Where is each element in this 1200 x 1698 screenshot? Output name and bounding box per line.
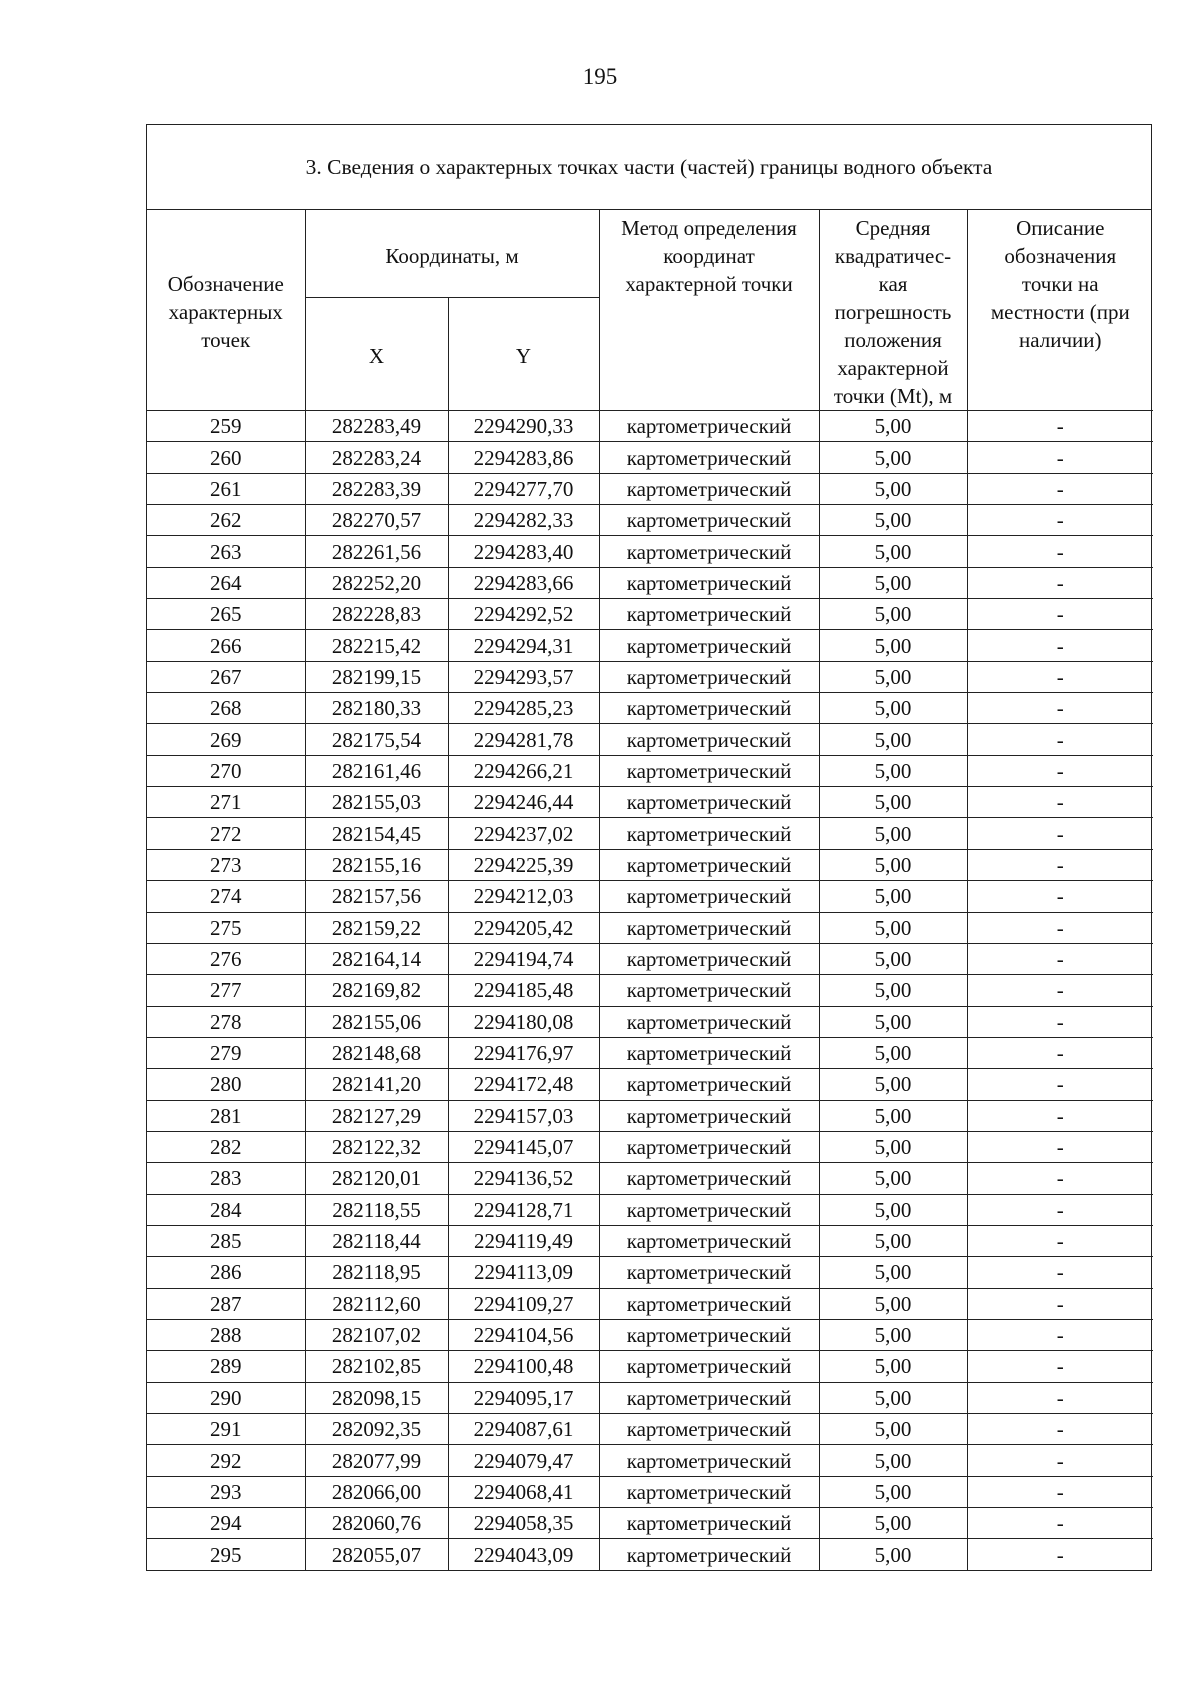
mt-cell: 5,00	[819, 536, 967, 567]
method-cell: картометрический	[599, 1414, 819, 1445]
table-row	[147, 536, 1153, 567]
point-id-cell: 280	[147, 1069, 305, 1100]
y-coordinate-cell: 2294043,09	[448, 1539, 599, 1570]
point-id-cell: 272	[147, 818, 305, 849]
method-cell: картометрический	[599, 1382, 819, 1413]
x-coordinate-cell: 282098,15	[305, 1382, 448, 1413]
x-coordinate-cell: 282148,68	[305, 1037, 448, 1068]
x-coordinate-cell: 282102,85	[305, 1351, 448, 1382]
point-id-cell: 282	[147, 1131, 305, 1162]
x-coordinate-cell: 282261,56	[305, 536, 448, 567]
y-coordinate-cell: 2294128,71	[448, 1194, 599, 1225]
point-id-cell: 266	[147, 630, 305, 661]
header-error-text: Средняя квадратичес-кая погрешность положения характерной точки (Mt), м	[833, 216, 953, 408]
mt-cell: 5,00	[819, 411, 967, 442]
mt-cell: 5,00	[819, 881, 967, 912]
y-coordinate-cell: 2294290,33	[448, 411, 599, 442]
method-cell: картометрический	[599, 1194, 819, 1225]
mt-cell: 5,00	[819, 630, 967, 661]
mt-cell: 5,00	[819, 505, 967, 536]
table-row	[147, 1131, 1153, 1162]
description-cell: -	[967, 661, 1153, 692]
point-id-cell: 277	[147, 975, 305, 1006]
x-coordinate-cell: 282199,15	[305, 661, 448, 692]
y-coordinate-cell: 2294185,48	[448, 975, 599, 1006]
mt-cell: 5,00	[819, 724, 967, 755]
point-id-cell: 281	[147, 1100, 305, 1131]
table-row	[147, 818, 1153, 849]
header-error	[819, 210, 967, 411]
mt-cell: 5,00	[819, 1225, 967, 1256]
x-coordinate-cell: 282180,33	[305, 693, 448, 724]
y-coordinate-cell: 2294176,97	[448, 1037, 599, 1068]
table-row	[147, 1163, 1153, 1194]
table-row	[147, 567, 1153, 598]
table-row	[147, 1069, 1153, 1100]
y-coordinate-cell: 2294283,66	[448, 567, 599, 598]
description-cell: -	[967, 1163, 1153, 1194]
y-coordinate-cell: 2294266,21	[448, 755, 599, 786]
header-coordinates: Координаты, м	[305, 210, 599, 298]
points-table-frame	[146, 124, 1152, 1571]
mt-cell: 5,00	[819, 442, 967, 473]
y-coordinate-cell: 2294172,48	[448, 1069, 599, 1100]
method-cell: картометрический	[599, 881, 819, 912]
description-cell: -	[967, 1288, 1153, 1319]
method-cell: картометрический	[599, 473, 819, 504]
method-cell: картометрический	[599, 505, 819, 536]
point-id-cell: 279	[147, 1037, 305, 1068]
point-id-cell: 275	[147, 912, 305, 943]
mt-cell: 5,00	[819, 1351, 967, 1382]
y-coordinate-cell: 2294277,70	[448, 473, 599, 504]
y-coordinate-cell: 2294104,56	[448, 1319, 599, 1350]
x-coordinate-cell: 282055,07	[305, 1539, 448, 1570]
table-row	[147, 1382, 1153, 1413]
y-coordinate-cell: 2294145,07	[448, 1131, 599, 1162]
x-coordinate-cell: 282118,95	[305, 1257, 448, 1288]
description-cell: -	[967, 1006, 1153, 1037]
x-coordinate-cell: 282283,39	[305, 473, 448, 504]
description-cell: -	[967, 1225, 1153, 1256]
table-row	[147, 442, 1153, 473]
point-id-cell: 274	[147, 881, 305, 912]
method-cell: картометрический	[599, 630, 819, 661]
point-id-cell: 292	[147, 1445, 305, 1476]
description-cell: -	[967, 1476, 1153, 1507]
table-row	[147, 849, 1153, 880]
description-cell: -	[967, 975, 1153, 1006]
point-id-cell: 267	[147, 661, 305, 692]
x-coordinate-cell: 282060,76	[305, 1508, 448, 1539]
header-point-label-text: Обозначение характерных точек	[167, 272, 284, 352]
point-id-cell: 261	[147, 473, 305, 504]
y-coordinate-cell: 2294119,49	[448, 1225, 599, 1256]
y-coordinate-cell: 2294058,35	[448, 1508, 599, 1539]
x-coordinate-cell: 282141,20	[305, 1069, 448, 1100]
mt-cell: 5,00	[819, 1131, 967, 1162]
method-cell: картометрический	[599, 1288, 819, 1319]
table-row	[147, 1100, 1153, 1131]
y-coordinate-cell: 2294113,09	[448, 1257, 599, 1288]
table-row	[147, 943, 1153, 974]
method-cell: картометрический	[599, 1100, 819, 1131]
mt-cell: 5,00	[819, 1508, 967, 1539]
point-id-cell: 283	[147, 1163, 305, 1194]
header-description	[967, 210, 1153, 411]
x-coordinate-cell: 282122,32	[305, 1131, 448, 1162]
point-id-cell: 264	[147, 567, 305, 598]
table-row	[147, 1351, 1153, 1382]
description-cell: -	[967, 1539, 1153, 1570]
x-coordinate-cell: 282283,49	[305, 411, 448, 442]
y-coordinate-cell: 2294087,61	[448, 1414, 599, 1445]
description-cell: -	[967, 693, 1153, 724]
method-cell: картометрический	[599, 567, 819, 598]
description-cell: -	[967, 411, 1153, 442]
method-cell: картометрический	[599, 1476, 819, 1507]
table-row	[147, 1539, 1153, 1570]
table-row	[147, 505, 1153, 536]
mt-cell: 5,00	[819, 599, 967, 630]
method-cell: картометрический	[599, 536, 819, 567]
mt-cell: 5,00	[819, 1414, 967, 1445]
point-id-cell: 295	[147, 1539, 305, 1570]
method-cell: картометрический	[599, 755, 819, 786]
point-id-cell: 271	[147, 787, 305, 818]
method-cell: картометрический	[599, 1539, 819, 1570]
table-row	[147, 1476, 1153, 1507]
table-row	[147, 1006, 1153, 1037]
description-cell: -	[967, 1194, 1153, 1225]
method-cell: картометрический	[599, 1006, 819, 1037]
description-cell: -	[967, 755, 1153, 786]
description-cell: -	[967, 1351, 1153, 1382]
header-method-text: Метод определения координат характерной точки	[621, 216, 797, 296]
description-cell: -	[967, 881, 1153, 912]
y-coordinate-cell: 2294293,57	[448, 661, 599, 692]
point-id-cell: 288	[147, 1319, 305, 1350]
mt-cell: 5,00	[819, 818, 967, 849]
method-cell: картометрический	[599, 693, 819, 724]
table-row	[147, 1508, 1153, 1539]
point-id-cell: 294	[147, 1508, 305, 1539]
x-coordinate-cell: 282175,54	[305, 724, 448, 755]
table-row	[147, 881, 1153, 912]
page-number: 195	[582, 64, 618, 89]
method-cell: картометрический	[599, 849, 819, 880]
point-id-cell: 260	[147, 442, 305, 473]
mt-cell: 5,00	[819, 943, 967, 974]
point-id-cell: 284	[147, 1194, 305, 1225]
description-cell: -	[967, 1382, 1153, 1413]
method-cell: картометрический	[599, 1351, 819, 1382]
description-cell: -	[967, 473, 1153, 504]
method-cell: картометрический	[599, 943, 819, 974]
description-cell: -	[967, 1069, 1153, 1100]
description-cell: -	[967, 505, 1153, 536]
y-coordinate-cell: 2294281,78	[448, 724, 599, 755]
x-coordinate-cell: 282169,82	[305, 975, 448, 1006]
y-coordinate-cell: 2294095,17	[448, 1382, 599, 1413]
y-coordinate-cell: 2294283,40	[448, 536, 599, 567]
y-coordinate-cell: 2294212,03	[448, 881, 599, 912]
description-cell: -	[967, 1257, 1153, 1288]
method-cell: картометрический	[599, 1131, 819, 1162]
mt-cell: 5,00	[819, 975, 967, 1006]
method-cell: картометрический	[599, 661, 819, 692]
method-cell: картометрический	[599, 724, 819, 755]
point-id-cell: 278	[147, 1006, 305, 1037]
description-cell: -	[967, 818, 1153, 849]
description-cell: -	[967, 536, 1153, 567]
point-id-cell: 259	[147, 411, 305, 442]
point-id-cell: 286	[147, 1257, 305, 1288]
method-cell: картометрический	[599, 1319, 819, 1350]
method-cell: картометрический	[599, 787, 819, 818]
y-coordinate-cell: 2294225,39	[448, 849, 599, 880]
mt-cell: 5,00	[819, 912, 967, 943]
description-cell: -	[967, 1508, 1153, 1539]
x-coordinate-cell: 282159,22	[305, 912, 448, 943]
header-x: X	[305, 298, 448, 411]
x-coordinate-cell: 282215,42	[305, 630, 448, 661]
point-id-cell: 268	[147, 693, 305, 724]
point-id-cell: 265	[147, 599, 305, 630]
description-cell: -	[967, 599, 1153, 630]
y-coordinate-cell: 2294109,27	[448, 1288, 599, 1319]
point-id-cell: 293	[147, 1476, 305, 1507]
table-header	[147, 210, 1153, 411]
x-coordinate-cell: 282228,83	[305, 599, 448, 630]
point-id-cell: 287	[147, 1288, 305, 1319]
method-cell: картометрический	[599, 599, 819, 630]
mt-cell: 5,00	[819, 1257, 967, 1288]
table-row	[147, 1319, 1153, 1350]
method-cell: картометрический	[599, 1069, 819, 1100]
y-coordinate-cell: 2294068,41	[448, 1476, 599, 1507]
table-row	[147, 599, 1153, 630]
y-coordinate-cell: 2294180,08	[448, 1006, 599, 1037]
mt-cell: 5,00	[819, 661, 967, 692]
y-coordinate-cell: 2294157,03	[448, 1100, 599, 1131]
mt-cell: 5,00	[819, 1288, 967, 1319]
point-id-cell: 289	[147, 1351, 305, 1382]
y-coordinate-cell: 2294246,44	[448, 787, 599, 818]
method-cell: картометрический	[599, 1163, 819, 1194]
method-cell: картометрический	[599, 1508, 819, 1539]
point-id-cell: 285	[147, 1225, 305, 1256]
table-row	[147, 975, 1153, 1006]
method-cell: картометрический	[599, 411, 819, 442]
point-id-cell: 269	[147, 724, 305, 755]
method-cell: картометрический	[599, 1445, 819, 1476]
table-row	[147, 630, 1153, 661]
y-coordinate-cell: 2294292,52	[448, 599, 599, 630]
table-row	[147, 1257, 1153, 1288]
description-cell: -	[967, 724, 1153, 755]
table-row	[147, 724, 1153, 755]
x-coordinate-cell: 282127,29	[305, 1100, 448, 1131]
point-id-cell: 291	[147, 1414, 305, 1445]
description-cell: -	[967, 943, 1153, 974]
x-coordinate-cell: 282252,20	[305, 567, 448, 598]
description-cell: -	[967, 787, 1153, 818]
method-cell: картометрический	[599, 975, 819, 1006]
section-title: 3. Сведения о характерных точках части (частей) границы водного объекта	[147, 125, 1151, 210]
point-id-cell: 273	[147, 849, 305, 880]
mt-cell: 5,00	[819, 1382, 967, 1413]
mt-cell: 5,00	[819, 849, 967, 880]
header-method	[599, 210, 819, 411]
point-id-cell: 262	[147, 505, 305, 536]
point-id-cell: 263	[147, 536, 305, 567]
table-row	[147, 912, 1153, 943]
mt-cell: 5,00	[819, 1476, 967, 1507]
x-coordinate-cell: 282164,14	[305, 943, 448, 974]
x-coordinate-cell: 282155,06	[305, 1006, 448, 1037]
mt-cell: 5,00	[819, 693, 967, 724]
table-row	[147, 411, 1153, 442]
table-row	[147, 1288, 1153, 1319]
y-coordinate-cell: 2294237,02	[448, 818, 599, 849]
description-cell: -	[967, 442, 1153, 473]
header-point-label	[147, 210, 305, 411]
table-row	[147, 1445, 1153, 1476]
table-row	[147, 787, 1153, 818]
y-coordinate-cell: 2294282,33	[448, 505, 599, 536]
table-row	[147, 1194, 1153, 1225]
description-cell: -	[967, 1037, 1153, 1068]
description-cell: -	[967, 1445, 1153, 1476]
x-coordinate-cell: 282161,46	[305, 755, 448, 786]
table-row	[147, 755, 1153, 786]
method-cell: картометрический	[599, 1037, 819, 1068]
header-description-text: Описание обозначения точки на местности (при наличии)	[990, 216, 1130, 352]
mt-cell: 5,00	[819, 1037, 967, 1068]
method-cell: картометрический	[599, 912, 819, 943]
x-coordinate-cell: 282066,00	[305, 1476, 448, 1507]
table-row	[147, 661, 1153, 692]
y-coordinate-cell: 2294100,48	[448, 1351, 599, 1382]
table-row	[147, 1225, 1153, 1256]
y-coordinate-cell: 2294079,47	[448, 1445, 599, 1476]
y-coordinate-cell: 2294194,74	[448, 943, 599, 974]
mt-cell: 5,00	[819, 755, 967, 786]
header-y: Y	[448, 298, 599, 411]
x-coordinate-cell: 282154,45	[305, 818, 448, 849]
description-cell: -	[967, 912, 1153, 943]
x-coordinate-cell: 282118,55	[305, 1194, 448, 1225]
mt-cell: 5,00	[819, 567, 967, 598]
y-coordinate-cell: 2294136,52	[448, 1163, 599, 1194]
mt-cell: 5,00	[819, 1100, 967, 1131]
x-coordinate-cell: 282092,35	[305, 1414, 448, 1445]
table-row	[147, 1037, 1153, 1068]
mt-cell: 5,00	[819, 473, 967, 504]
x-coordinate-cell: 282120,01	[305, 1163, 448, 1194]
mt-cell: 5,00	[819, 1539, 967, 1570]
points-table	[147, 210, 1153, 1570]
table-row	[147, 473, 1153, 504]
point-id-cell: 276	[147, 943, 305, 974]
mt-cell: 5,00	[819, 1163, 967, 1194]
x-coordinate-cell: 282077,99	[305, 1445, 448, 1476]
y-coordinate-cell: 2294283,86	[448, 442, 599, 473]
method-cell: картометрический	[599, 1225, 819, 1256]
method-cell: картометрический	[599, 818, 819, 849]
x-coordinate-cell: 282112,60	[305, 1288, 448, 1319]
description-cell: -	[967, 849, 1153, 880]
x-coordinate-cell: 282157,56	[305, 881, 448, 912]
description-cell: -	[967, 630, 1153, 661]
table-row	[147, 1414, 1153, 1445]
mt-cell: 5,00	[819, 787, 967, 818]
description-cell: -	[967, 1131, 1153, 1162]
mt-cell: 5,00	[819, 1069, 967, 1100]
table-body	[147, 411, 1153, 1570]
point-id-cell: 290	[147, 1382, 305, 1413]
method-cell: картометрический	[599, 442, 819, 473]
mt-cell: 5,00	[819, 1319, 967, 1350]
description-cell: -	[967, 1414, 1153, 1445]
method-cell: картометрический	[599, 1257, 819, 1288]
x-coordinate-cell: 282155,03	[305, 787, 448, 818]
table-row	[147, 693, 1153, 724]
x-coordinate-cell: 282118,44	[305, 1225, 448, 1256]
description-cell: -	[967, 1319, 1153, 1350]
x-coordinate-cell: 282107,02	[305, 1319, 448, 1350]
mt-cell: 5,00	[819, 1445, 967, 1476]
description-cell: -	[967, 567, 1153, 598]
x-coordinate-cell: 282155,16	[305, 849, 448, 880]
y-coordinate-cell: 2294205,42	[448, 912, 599, 943]
mt-cell: 5,00	[819, 1194, 967, 1225]
x-coordinate-cell: 282270,57	[305, 505, 448, 536]
x-coordinate-cell: 282283,24	[305, 442, 448, 473]
y-coordinate-cell: 2294285,23	[448, 693, 599, 724]
point-id-cell: 270	[147, 755, 305, 786]
description-cell: -	[967, 1100, 1153, 1131]
mt-cell: 5,00	[819, 1006, 967, 1037]
y-coordinate-cell: 2294294,31	[448, 630, 599, 661]
